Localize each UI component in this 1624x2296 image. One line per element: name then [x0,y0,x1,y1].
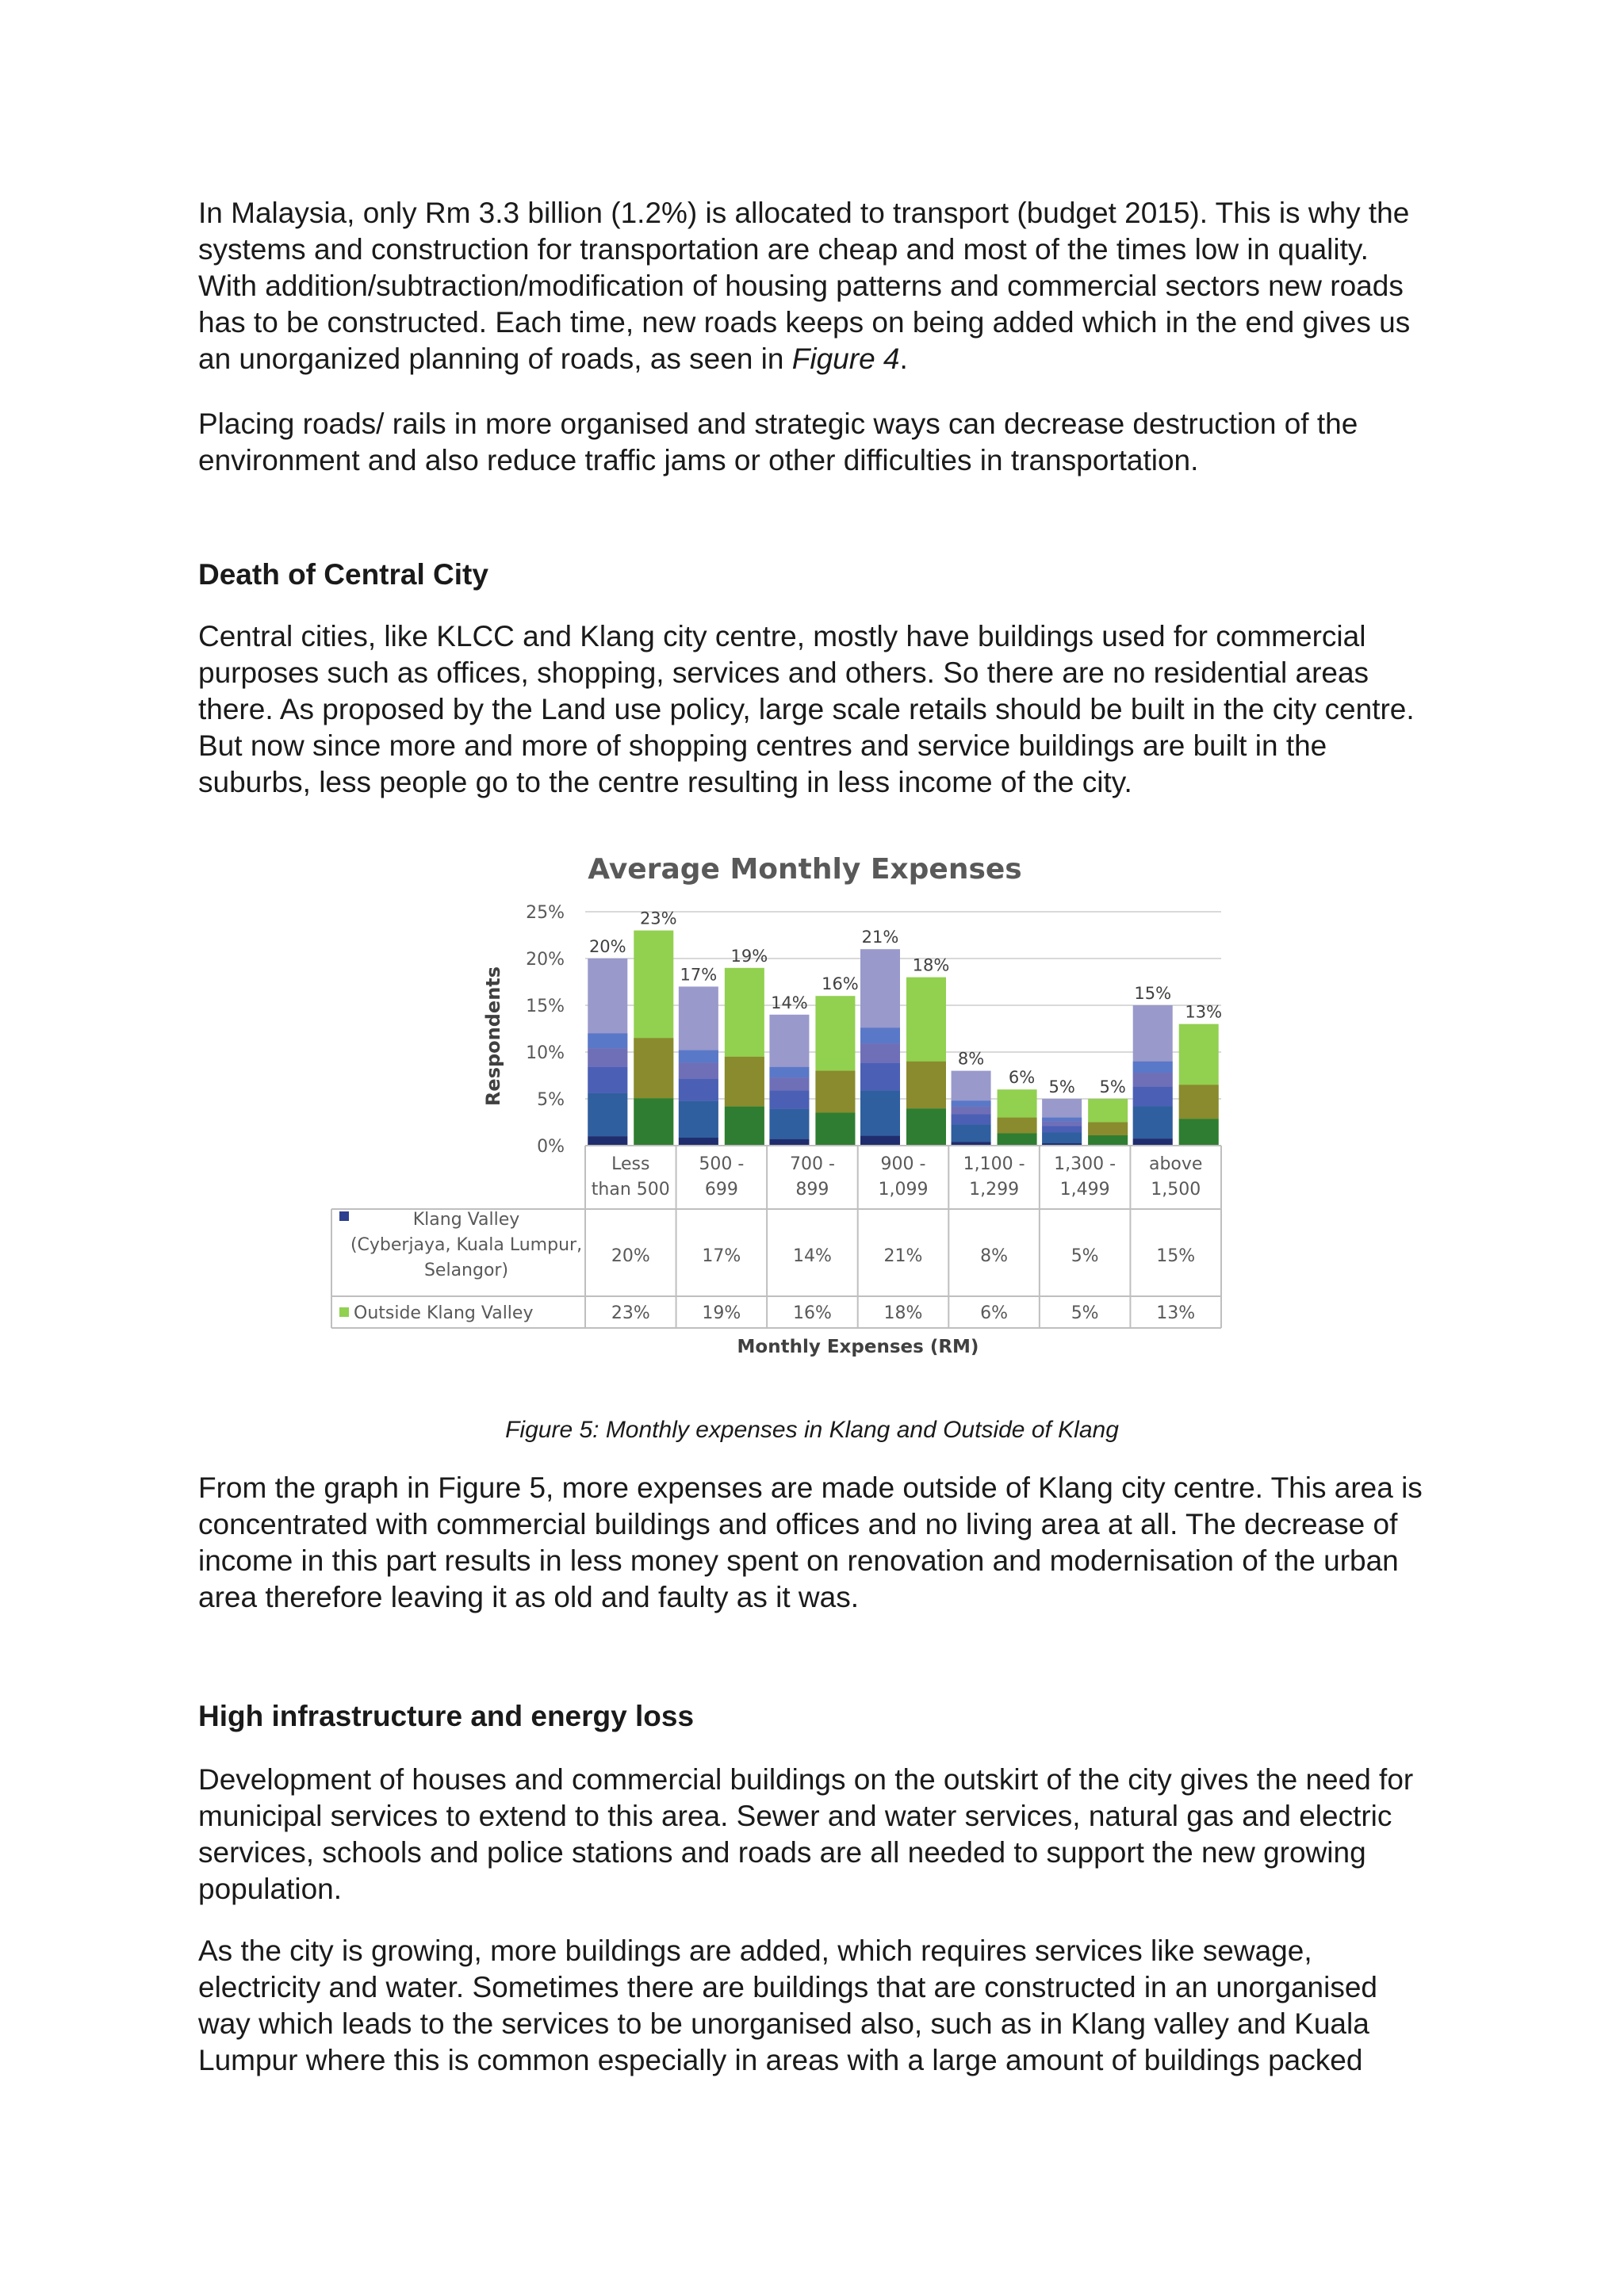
bar-klang-valley-segment [860,1136,900,1146]
bar-outside-klang-valley-segment [906,1062,946,1108]
bar-outside-klang-valley-segment [725,1057,764,1107]
bar-klang-valley-segment [679,1079,718,1101]
bar-klang-valley-segment [1133,1087,1173,1107]
bar-outside-klang-valley-segment [725,1107,764,1146]
data-label-klang-valley: 17% [680,965,718,985]
bar-klang-valley-segment [1042,1126,1082,1132]
bar-outside-klang-valley-segment [998,1133,1037,1146]
bar-outside-klang-valley-segment [1179,1119,1219,1146]
bar-outside-klang-valley-segment [815,1112,855,1146]
table-value-klang-valley: 15% [1156,1246,1196,1266]
table-value-outside-klang-valley: 13% [1156,1303,1196,1323]
x-category-label: than 500 [591,1180,670,1200]
bar-klang-valley-segment [679,1138,718,1146]
heading-infrastructure-energy-loss: High infrastructure and energy loss [198,1700,695,1732]
bar-outside-klang-valley-segment [634,1038,673,1098]
data-label-outside-klang-valley: 18% [912,955,950,975]
y-tick-label: 25% [526,903,565,923]
bar-klang-valley-segment [1133,1106,1173,1138]
data-label-klang-valley: 15% [1134,984,1172,1003]
bar-klang-valley-segment [860,1027,900,1043]
x-category-label: 899 [795,1180,829,1200]
bar-klang-valley-segment [769,1091,809,1109]
table-value-klang-valley: 20% [611,1246,650,1266]
bar-outside-klang-valley-segment [998,1118,1037,1134]
x-category-label: above [1148,1154,1203,1174]
data-label-outside-klang-valley: 6% [1008,1068,1036,1088]
bar-klang-valley-segment [1133,1138,1173,1146]
data-label-outside-klang-valley: 13% [1185,1002,1223,1022]
bar-klang-valley-segment [679,1101,718,1138]
x-category-label: 500 - [699,1154,745,1174]
x-category-label: 900 - [880,1154,926,1174]
paragraph-growing-city: As the city is growing, more buildings are added, which requires services like sewage, electricity and water. Sometimes there are buildings that are constructed in an unorganised way which leads to the services to be unorganised also, such as in Klang valley and Kuala Lumpur where this is common especially in areas with a large amount of buildings packed [198,1934,1377,2076]
bar-klang-valley-segment [588,1067,627,1093]
table-value-klang-valley: 21% [883,1246,923,1266]
bar-klang-valley-segment [1042,1118,1082,1122]
x-category-label: Less [611,1154,650,1174]
bar-klang-valley-segment [952,1125,991,1142]
data-label-outside-klang-valley: 19% [730,946,768,966]
bar-klang-valley-segment [769,1077,809,1091]
figure-4-reference: Figure 4 [791,342,900,375]
bar-klang-valley-segment [588,1033,627,1048]
y-tick-label: 20% [526,950,565,970]
bar-klang-valley-segment [588,1048,627,1067]
bar-klang-valley-segment [679,1063,718,1079]
x-category-label: 1,099 [878,1180,929,1200]
x-category-label: 1,299 [969,1180,1020,1200]
y-tick-label: 0% [537,1137,565,1157]
bar-klang-valley-segment [769,1139,809,1146]
x-category-label: 1,100 - [963,1154,1025,1174]
legend-label-klang-valley: Selangor) [423,1261,509,1280]
table-value-outside-klang-valley: 18% [883,1303,923,1323]
bar-outside-klang-valley-segment [1179,1085,1219,1119]
table-value-klang-valley: 8% [980,1246,1009,1266]
bar-klang-valley-segment [588,1093,627,1136]
legend-label-outside-klang-valley: Outside Klang Valley [354,1303,534,1323]
x-category-label: 699 [704,1180,738,1200]
table-value-outside-klang-valley: 19% [702,1303,741,1323]
y-axis-label: Respondents [482,966,504,1107]
data-label-klang-valley: 5% [1048,1077,1075,1096]
data-label-outside-klang-valley: 5% [1099,1077,1126,1096]
bar-outside-klang-valley-segment [1088,1135,1128,1146]
paragraph-municipal-services: Development of houses and commercial buildings on the outskirt of the city gives the need for municipal services to extend to this area. Sewer and water services, natural gas and electric services, schools and police stations and roads are all needed to support the new growing population. [198,1763,1414,1905]
paragraph-placing-roads: Placing roads/ rails in more organised and strategic ways can decrease destruction of the environment and also reduce traffic jams or other difficulties in transportation. [198,408,1358,476]
table-value-klang-valley: 14% [792,1246,832,1266]
bar-klang-valley-segment [588,1136,627,1146]
bar-klang-valley-segment [860,1063,900,1091]
y-tick-label: 15% [526,997,565,1016]
data-label-klang-valley: 21% [861,928,899,947]
chart-title: Average Monthly Expenses [588,853,1022,886]
bar-klang-valley-segment [1133,1073,1173,1087]
legend-swatch-klang-valley [339,1211,349,1221]
x-axis-label: Monthly Expenses (RM) [737,1337,979,1357]
x-category-label: 1,499 [1059,1180,1110,1200]
legend-swatch-outside-klang-valley [339,1307,349,1317]
data-label-outside-klang-valley: 23% [639,909,677,928]
bar-klang-valley-segment [769,1109,809,1139]
legend-label-klang-valley: (Cyberjaya, Kuala Lumpur, [350,1235,583,1255]
bar-klang-valley-segment [679,1050,718,1063]
bar-klang-valley-segment [860,1043,900,1063]
bar-klang-valley-segment [952,1107,991,1114]
y-tick-label: 10% [526,1043,565,1063]
x-category-label: 700 - [789,1154,835,1174]
paragraph-transport-budget: In Malaysia, only Rm 3.3 billion (1.2%) is allocated to transport (budget 2015). This is why the systems and construction for transportation are cheap and most of the times low in quality. With addition/subtraction/modification of housing patterns and commercial sectors new roads has to be constructed. Each time, new roads keeps on being added which in the end gives us an unorganized planning of roads, as seen in Figure 4. [198,197,1411,375]
data-label-klang-valley: 8% [957,1049,985,1069]
bar-klang-valley-segment [952,1114,991,1124]
bar-outside-klang-valley-segment [906,1108,946,1146]
table-value-outside-klang-valley: 6% [980,1303,1009,1323]
data-label-klang-valley: 20% [588,937,626,956]
bar-klang-valley-segment [952,1100,991,1107]
x-category-label: 1,500 [1151,1180,1201,1200]
table-value-outside-klang-valley: 16% [792,1303,832,1323]
bar-klang-valley-segment [1133,1062,1173,1073]
table-value-outside-klang-valley: 5% [1071,1303,1099,1323]
paragraph-figure-5-analysis: From the graph in Figure 5, more expenses are made outside of Klang city centre. This area is concentrated with commercial buildings and offices and no living area at all. The decrease of income in this part results in less money spent on renovation and modernisation of the urban area therefore leaving it as old and faulty as it was. [198,1471,1423,1613]
legend-label-klang-valley: Klang Valley [412,1210,520,1230]
paragraph-central-cities: Central cities, like KLCC and Klang city centre, mostly have buildings used for commercial purposes such as offices, shopping, services and others. So there are no residential areas there. As proposed by the Land use policy, large scale retails should be built in the city centre. But now since more and more of shopping centres and service buildings are built in the suburbs, less people go to the centre resulting in less income of the city. [198,620,1415,798]
bar-outside-klang-valley-segment [634,1098,673,1146]
figure-5-caption: Figure 5: Monthly expenses in Klang and Outside of Klang [505,1417,1119,1443]
y-tick-label: 5% [537,1090,565,1110]
table-value-klang-valley: 5% [1071,1246,1099,1266]
heading-death-of-central-city: Death of Central City [198,558,488,591]
table-value-outside-klang-valley: 23% [611,1303,650,1323]
bar-klang-valley-segment [1042,1132,1082,1143]
x-category-label: 1,300 - [1054,1154,1116,1174]
bar-outside-klang-valley-segment [815,1071,855,1113]
bar-klang-valley-segment [860,1091,900,1136]
bar-klang-valley-segment [1042,1121,1082,1126]
data-label-outside-klang-valley: 16% [822,974,859,994]
bar-klang-valley-segment [769,1067,809,1077]
bar-outside-klang-valley-segment [1088,1123,1128,1136]
data-label-klang-valley: 14% [771,993,808,1012]
table-value-klang-valley: 17% [702,1246,741,1266]
